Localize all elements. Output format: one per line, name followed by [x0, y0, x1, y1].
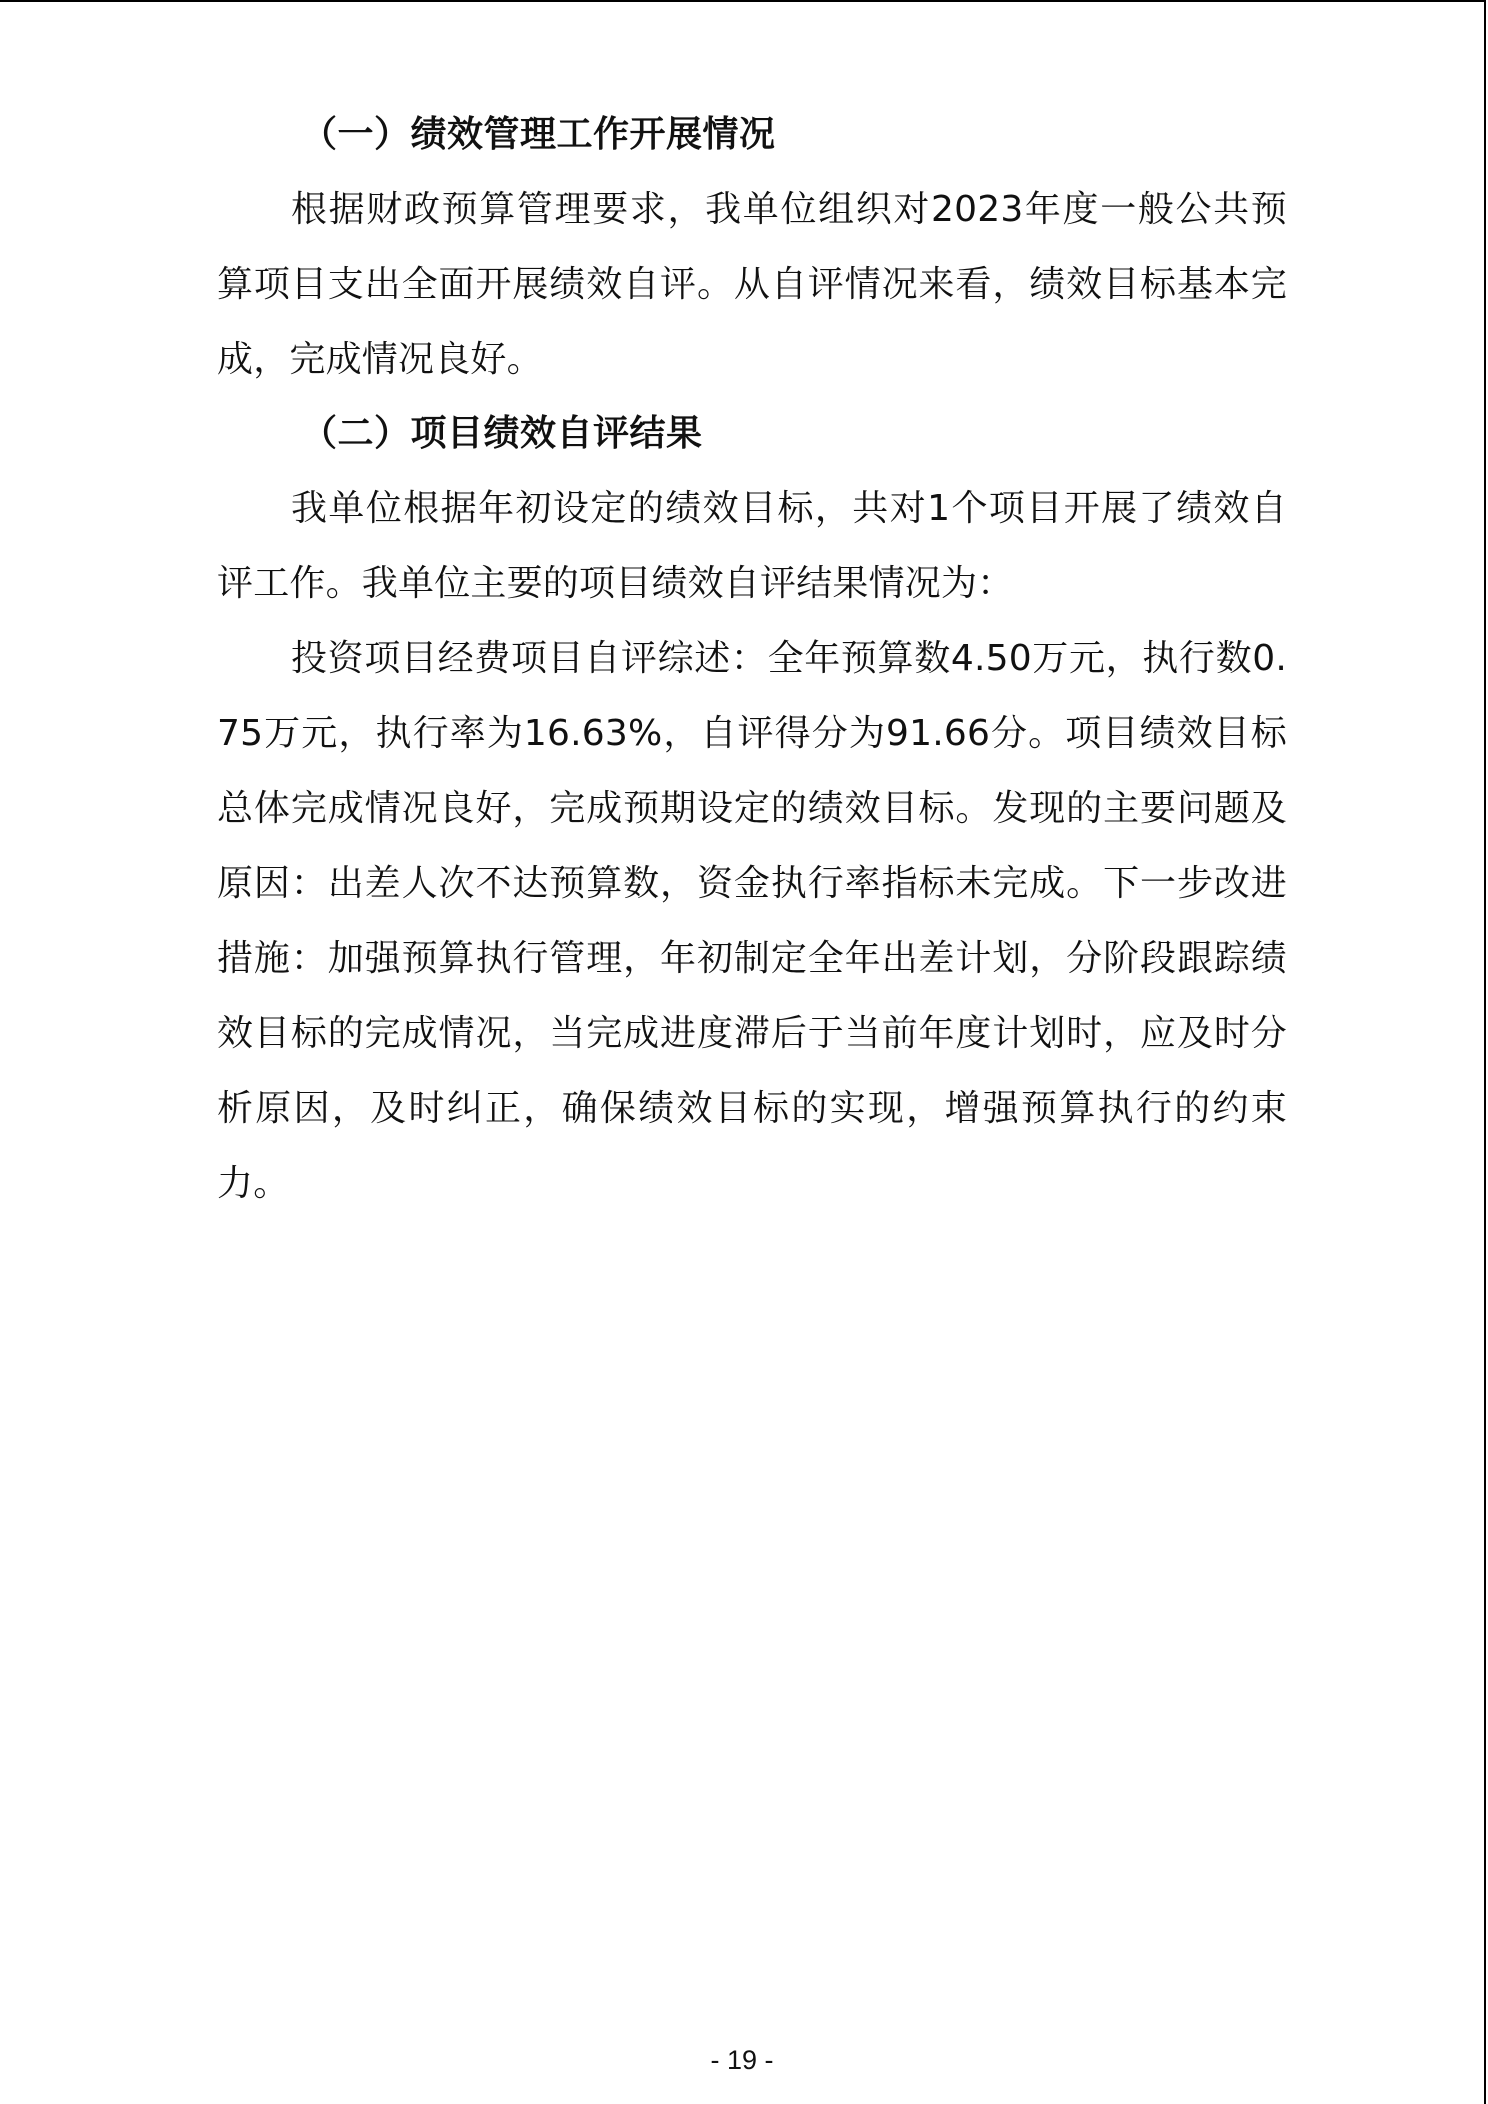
page-number: - 19 - [710, 2045, 774, 2075]
section-heading-1: （一）绩效管理工作开展情况 [301, 114, 776, 155]
section-2-paragraph-intro: 我单位根据年初设定的绩效目标，共对1个项目开展了绩效自评工作。我单位主要的项目绩效自评结果情况为： [217, 488, 1287, 604]
section-1-paragraph: 根据财政预算管理要求，我单位组织对2023年度一般公共预算项目支出全面开展绩效自评。从自评情况来看，绩效目标基本完成，完成情况良好。 [217, 189, 1287, 380]
section-2-paragraph-summary: 投资项目经费项目自评综述：全年预算数4.50万元，执行数0.75万元，执行率为16.63%，自评得分为91.66分。项目绩效目标总体完成情况良好，完成预期设定的绩效目标。发现的主要问题及原因：出差人次不达预算数，资金执行率指标未完成。下一步改进措施：加强预算执行管理，年初制定全年出差计划，分阶段跟踪绩效目标的完成情况，当完成进度滞后于当前年度计划时，应及时分析原因，及时纠正，确保绩效目标的实现，增强预算执行的约束力。 [217, 638, 1287, 1204]
document-body [217, 98, 1287, 1221]
section-heading-2: （二）项目绩效自评结果 [301, 413, 703, 454]
